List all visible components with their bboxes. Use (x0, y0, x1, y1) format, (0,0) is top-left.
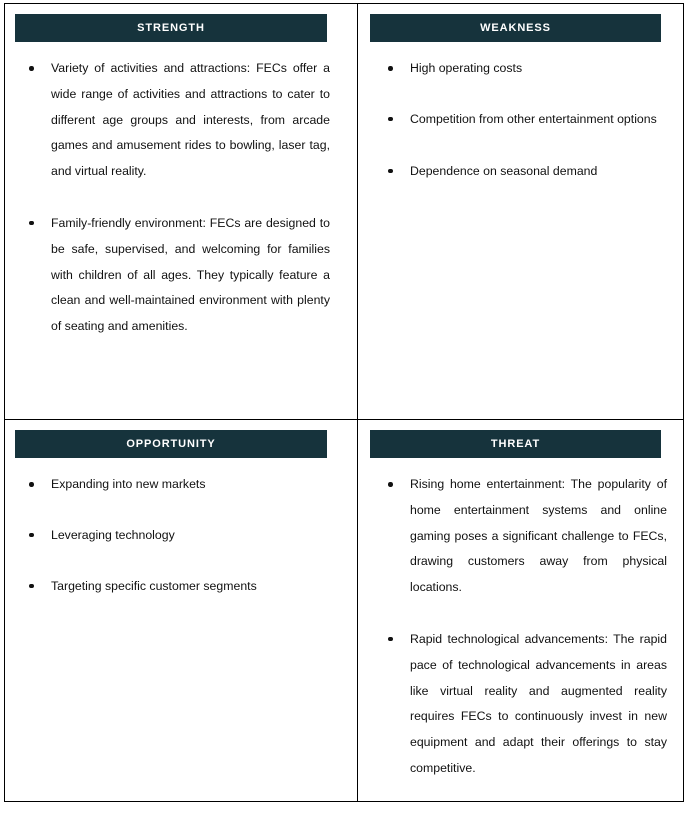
quadrant-strength-header: STRENGTH (15, 14, 327, 42)
bullet-dot-icon (29, 482, 34, 487)
bullet-dot-icon (388, 169, 393, 174)
list-item (29, 211, 330, 340)
list-item (29, 523, 330, 549)
quadrant-threat-list (388, 472, 667, 782)
quadrant-opportunity-list (29, 472, 330, 599)
list-item (29, 56, 330, 185)
list-item-text: Family-friendly environment: FECs are designed to be safe, supervised, and welcoming for families with children of all ages. They typically feature a clean and well-maintained environment with plenty of seating and amenities. (51, 215, 330, 334)
list-item-text: Rising home entertainment: The popularity of home entertainment systems and online gaming poses a significant challenge to FECs, drawing customers away from physical locations. (410, 477, 667, 595)
list-item-text: Rapid technological advancements: The rapid pace of technological advancements in areas like virtual reality and augmented reality requires FECs to continuously invest in new equipment and adapt their offerings to stay competitive. (410, 631, 667, 775)
list-item-text: Competition from other entertainment options (410, 111, 657, 126)
list-item-text: Dependence on seasonal demand (410, 163, 598, 178)
quadrant-threat-header: THREAT (370, 430, 661, 458)
bullet-dot-icon (388, 637, 393, 642)
bullet-dot-icon (29, 221, 34, 226)
list-item-text: Variety of activities and attractions: FECs offer a wide range of activities and attractions to cater to different age groups and interests, from arcade games and amusement rides to bowling, laser tag, and virtual reality. (51, 61, 330, 179)
list-item (388, 627, 667, 782)
quadrant-threat (358, 420, 683, 801)
quadrant-strength (5, 4, 358, 420)
quadrant-weakness-header: WEAKNESS (370, 14, 661, 42)
list-item (388, 56, 667, 82)
bullet-dot-icon (388, 66, 393, 71)
bullet-dot-icon (29, 584, 34, 589)
list-item-text: Leveraging technology (51, 527, 175, 542)
list-item-text: Expanding into new markets (51, 477, 206, 491)
list-item (29, 574, 330, 600)
quadrant-weakness (358, 4, 683, 420)
quadrant-strength-list (29, 56, 330, 340)
bullet-dot-icon (29, 66, 34, 71)
quadrant-opportunity-header: OPPORTUNITY (15, 430, 327, 458)
bullet-dot-icon (29, 533, 34, 538)
list-item (29, 472, 330, 498)
bullet-dot-icon (388, 117, 393, 122)
swot-matrix (4, 3, 684, 802)
list-item (388, 107, 667, 133)
list-item (388, 472, 667, 601)
quadrant-opportunity (5, 420, 358, 801)
quadrant-weakness-list (388, 56, 667, 184)
bullet-dot-icon (388, 482, 393, 487)
list-item-text: High operating costs (410, 61, 523, 75)
list-item-text: Targeting specific customer segments (51, 578, 257, 593)
list-item (388, 159, 667, 185)
